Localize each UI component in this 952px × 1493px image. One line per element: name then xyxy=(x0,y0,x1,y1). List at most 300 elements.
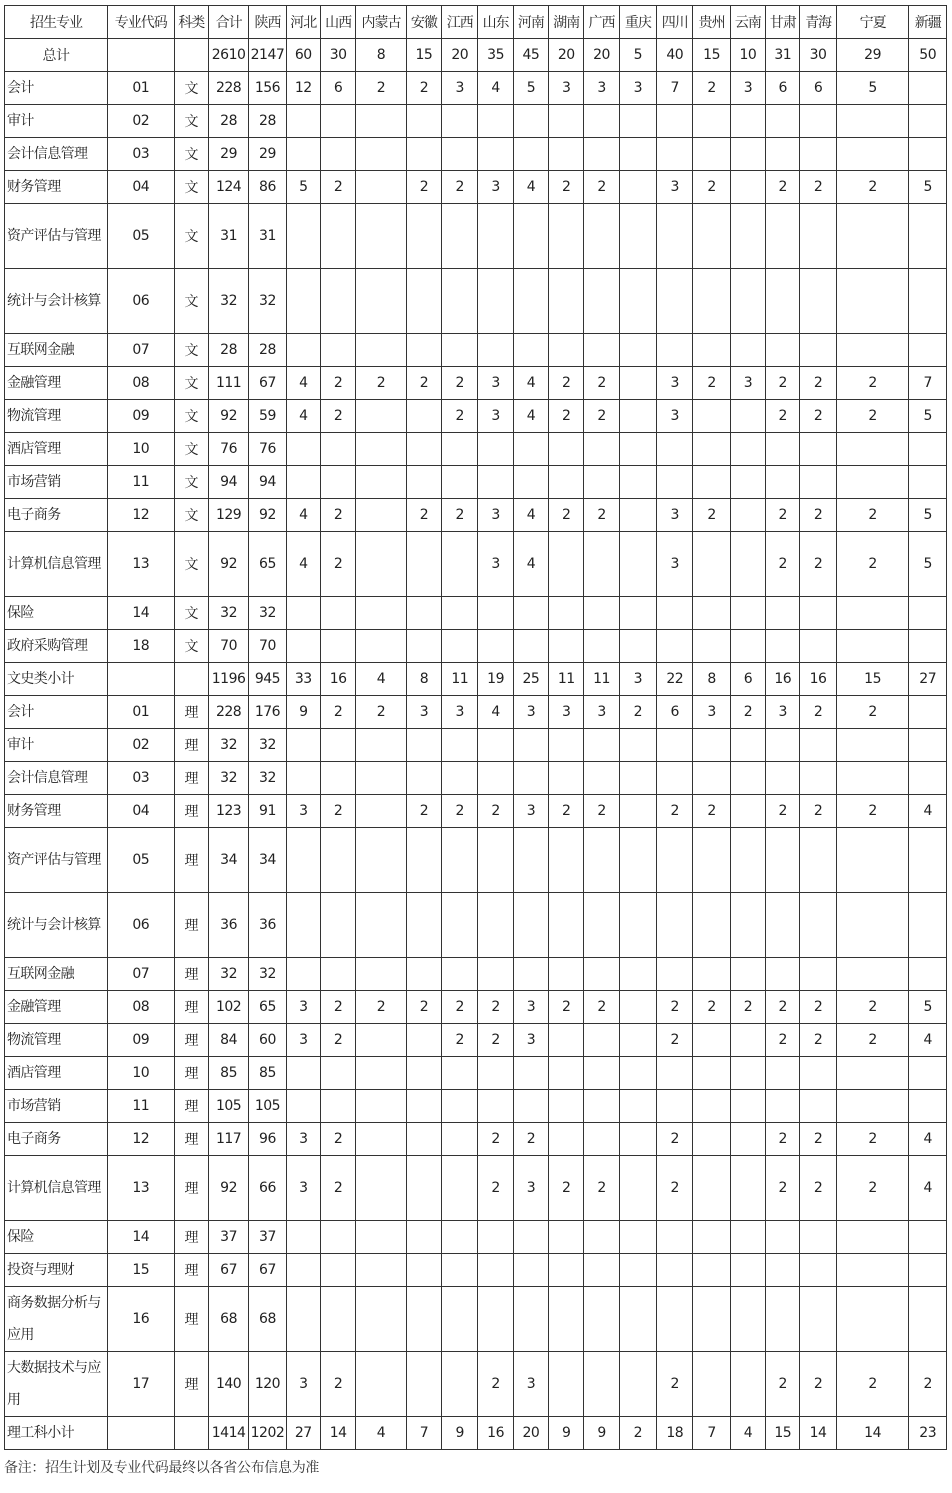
table-cell: 3 xyxy=(619,72,656,105)
table-cell: 2 xyxy=(766,1024,800,1057)
table-cell xyxy=(513,828,548,893)
table-cell: 2 xyxy=(836,400,909,433)
table-cell: 27 xyxy=(909,663,947,696)
table-cell xyxy=(478,334,513,367)
table-cell xyxy=(693,1221,730,1254)
table-cell xyxy=(286,1090,320,1123)
table-cell xyxy=(286,828,320,893)
table-cell xyxy=(730,269,765,334)
table-cell: 2 xyxy=(619,1417,656,1450)
table-cell: 28 xyxy=(249,334,286,367)
table-cell: 14 xyxy=(836,1417,909,1450)
table-cell: 2 xyxy=(619,696,656,729)
major-name-cell: 计算机信息管理 xyxy=(5,1156,108,1221)
table-cell: 4 xyxy=(286,400,320,433)
table-row xyxy=(5,1254,947,1287)
table-cell xyxy=(513,1287,548,1352)
table-cell xyxy=(549,1254,584,1287)
table-cell xyxy=(320,1287,355,1352)
table-cell: 92 xyxy=(249,499,286,532)
table-cell: 14 xyxy=(107,1221,174,1254)
table-cell xyxy=(584,433,619,466)
table-cell xyxy=(730,1156,765,1221)
table-cell xyxy=(909,958,947,991)
table-cell xyxy=(406,1090,441,1123)
table-cell xyxy=(909,597,947,630)
table-cell xyxy=(657,729,693,762)
table-cell: 30 xyxy=(320,39,355,72)
table-cell xyxy=(478,729,513,762)
table-cell xyxy=(406,532,441,597)
table-cell xyxy=(800,729,836,762)
table-cell: 2 xyxy=(766,1156,800,1221)
table-cell: 理 xyxy=(174,1221,208,1254)
table-cell: 2 xyxy=(800,171,836,204)
table-cell: 文 xyxy=(174,334,208,367)
table-cell: 7 xyxy=(657,72,693,105)
table-cell: 2147 xyxy=(249,39,286,72)
table-cell: 45 xyxy=(513,39,548,72)
table-cell: 2 xyxy=(800,696,836,729)
table-cell xyxy=(478,762,513,795)
table-cell xyxy=(766,630,800,663)
table-cell: 2 xyxy=(442,367,478,400)
column-header: 贵州 xyxy=(693,6,730,39)
table-cell xyxy=(657,269,693,334)
table-cell xyxy=(356,171,406,204)
table-cell: 14 xyxy=(800,1417,836,1450)
table-cell: 35 xyxy=(478,39,513,72)
table-cell xyxy=(549,433,584,466)
column-header: 新疆 xyxy=(909,6,947,39)
table-cell: 2 xyxy=(442,1024,478,1057)
table-cell: 7 xyxy=(909,367,947,400)
table-cell xyxy=(730,893,765,958)
table-cell xyxy=(356,762,406,795)
table-cell xyxy=(693,532,730,597)
table-cell: 08 xyxy=(107,367,174,400)
major-name-cell: 物流管理 xyxy=(5,400,108,433)
table-cell: 5 xyxy=(909,532,947,597)
table-cell: 6 xyxy=(766,72,800,105)
table-cell xyxy=(657,597,693,630)
table-cell xyxy=(320,630,355,663)
table-cell xyxy=(730,1090,765,1123)
table-cell xyxy=(693,1254,730,1287)
table-cell xyxy=(730,1287,765,1352)
table-cell xyxy=(549,630,584,663)
table-cell: 91 xyxy=(249,795,286,828)
table-cell: 理 xyxy=(174,828,208,893)
table-row xyxy=(5,171,947,204)
table-cell xyxy=(766,1287,800,1352)
table-cell xyxy=(513,1254,548,1287)
table-cell xyxy=(693,466,730,499)
table-cell xyxy=(356,1352,406,1417)
table-cell: 07 xyxy=(107,334,174,367)
table-cell xyxy=(693,1352,730,1417)
major-name-cell: 电子商务 xyxy=(5,499,108,532)
table-row xyxy=(5,400,947,433)
table-cell xyxy=(406,1352,441,1417)
table-cell: 3 xyxy=(478,400,513,433)
table-cell: 5 xyxy=(286,171,320,204)
table-cell xyxy=(478,433,513,466)
table-cell: 理 xyxy=(174,1156,208,1221)
table-cell xyxy=(693,334,730,367)
table-row xyxy=(5,367,947,400)
table-cell: 10 xyxy=(107,433,174,466)
table-cell: 9 xyxy=(286,696,320,729)
table-cell xyxy=(584,762,619,795)
table-cell: 30 xyxy=(800,39,836,72)
table-cell xyxy=(800,466,836,499)
table-cell: 2 xyxy=(584,499,619,532)
table-cell: 2 xyxy=(549,1156,584,1221)
table-cell: 3 xyxy=(657,499,693,532)
table-cell: 11 xyxy=(442,663,478,696)
table-cell: 01 xyxy=(107,72,174,105)
table-cell xyxy=(657,762,693,795)
major-name-cell: 酒店管理 xyxy=(5,1057,108,1090)
table-cell xyxy=(584,1090,619,1123)
table-cell xyxy=(513,762,548,795)
table-cell: 2 xyxy=(356,367,406,400)
table-cell xyxy=(766,269,800,334)
table-cell xyxy=(730,795,765,828)
table-cell: 3 xyxy=(286,991,320,1024)
table-cell: 6 xyxy=(320,72,355,105)
table-cell xyxy=(478,893,513,958)
table-cell xyxy=(619,991,656,1024)
table-cell xyxy=(766,893,800,958)
table-cell xyxy=(909,696,947,729)
table-cell: 1196 xyxy=(208,663,248,696)
table-cell: 59 xyxy=(249,400,286,433)
major-name-cell: 金融管理 xyxy=(5,991,108,1024)
table-cell xyxy=(584,532,619,597)
table-cell: 10 xyxy=(730,39,765,72)
table-cell: 2 xyxy=(406,499,441,532)
table-cell: 2 xyxy=(478,1123,513,1156)
table-cell xyxy=(909,466,947,499)
table-cell xyxy=(286,958,320,991)
table-cell: 67 xyxy=(208,1254,248,1287)
table-cell xyxy=(800,893,836,958)
table-cell xyxy=(909,1057,947,1090)
table-cell xyxy=(549,958,584,991)
table-cell: 2 xyxy=(584,171,619,204)
table-cell: 2 xyxy=(766,1123,800,1156)
table-cell xyxy=(442,1090,478,1123)
table-cell xyxy=(356,1090,406,1123)
table-cell xyxy=(549,532,584,597)
table-cell: 16 xyxy=(320,663,355,696)
table-cell xyxy=(619,1156,656,1221)
table-cell: 20 xyxy=(549,39,584,72)
table-cell xyxy=(584,1287,619,1352)
table-row xyxy=(5,1221,947,1254)
table-cell: 2 xyxy=(320,696,355,729)
table-cell xyxy=(730,499,765,532)
table-cell: 理 xyxy=(174,795,208,828)
table-cell xyxy=(909,1090,947,1123)
table-cell xyxy=(356,138,406,171)
table-cell xyxy=(800,269,836,334)
table-cell: 28 xyxy=(208,105,248,138)
table-cell xyxy=(730,171,765,204)
table-cell xyxy=(356,630,406,663)
table-cell xyxy=(356,433,406,466)
table-cell: 2 xyxy=(406,171,441,204)
table-cell xyxy=(286,334,320,367)
table-cell xyxy=(766,958,800,991)
table-cell xyxy=(619,1090,656,1123)
table-cell: 3 xyxy=(549,696,584,729)
table-cell: 94 xyxy=(249,466,286,499)
table-cell: 32 xyxy=(208,762,248,795)
table-cell xyxy=(657,433,693,466)
table-cell: 文 xyxy=(174,400,208,433)
table-cell xyxy=(442,334,478,367)
table-cell: 68 xyxy=(249,1287,286,1352)
table-cell xyxy=(442,1057,478,1090)
table-cell xyxy=(478,1057,513,1090)
table-cell xyxy=(619,105,656,138)
table-cell: 2 xyxy=(766,367,800,400)
table-cell: 理 xyxy=(174,696,208,729)
table-cell xyxy=(549,204,584,269)
table-cell xyxy=(406,729,441,762)
table-cell xyxy=(766,1221,800,1254)
table-cell xyxy=(693,1024,730,1057)
table-cell: 25 xyxy=(513,663,548,696)
table-cell xyxy=(584,105,619,138)
table-cell xyxy=(909,729,947,762)
table-cell xyxy=(513,433,548,466)
table-cell xyxy=(584,630,619,663)
table-cell xyxy=(513,597,548,630)
table-cell xyxy=(619,1057,656,1090)
table-cell: 2 xyxy=(730,991,765,1024)
table-cell: 4 xyxy=(909,1024,947,1057)
table-cell: 20 xyxy=(442,39,478,72)
table-cell xyxy=(657,334,693,367)
table-cell: 2 xyxy=(320,171,355,204)
table-cell: 60 xyxy=(286,39,320,72)
column-header: 青海 xyxy=(800,6,836,39)
table-cell xyxy=(800,958,836,991)
table-cell xyxy=(800,433,836,466)
table-cell xyxy=(619,532,656,597)
table-cell: 2 xyxy=(406,795,441,828)
table-cell xyxy=(800,204,836,269)
major-name-cell: 酒店管理 xyxy=(5,433,108,466)
table-cell xyxy=(619,1287,656,1352)
table-cell: 文 xyxy=(174,171,208,204)
table-cell xyxy=(836,1090,909,1123)
table-cell: 2 xyxy=(320,367,355,400)
table-cell xyxy=(836,1057,909,1090)
table-row xyxy=(5,1156,947,1221)
table-cell: 15 xyxy=(693,39,730,72)
table-cell: 2 xyxy=(320,991,355,1024)
column-header: 内蒙古 xyxy=(356,6,406,39)
table-cell: 文 xyxy=(174,466,208,499)
table-cell xyxy=(320,1254,355,1287)
table-cell: 66 xyxy=(249,1156,286,1221)
table-cell: 67 xyxy=(249,1254,286,1287)
table-cell xyxy=(657,466,693,499)
table-cell: 31 xyxy=(208,204,248,269)
major-name-cell: 会计 xyxy=(5,72,108,105)
table-cell xyxy=(513,958,548,991)
table-cell: 2 xyxy=(549,367,584,400)
table-cell: 2 xyxy=(406,991,441,1024)
table-cell: 2 xyxy=(836,1352,909,1417)
table-cell: 文 xyxy=(174,105,208,138)
table-cell xyxy=(549,1287,584,1352)
table-cell xyxy=(549,893,584,958)
table-cell: 07 xyxy=(107,958,174,991)
table-cell: 4 xyxy=(286,367,320,400)
table-cell: 6 xyxy=(800,72,836,105)
table-cell xyxy=(584,729,619,762)
table-cell: 27 xyxy=(286,1417,320,1450)
table-cell: 123 xyxy=(208,795,248,828)
table-cell xyxy=(730,729,765,762)
table-row xyxy=(5,1417,947,1450)
table-cell: 14 xyxy=(320,1417,355,1450)
table-cell xyxy=(693,400,730,433)
table-cell xyxy=(513,334,548,367)
table-cell xyxy=(478,1090,513,1123)
table-cell: 2 xyxy=(766,171,800,204)
table-cell xyxy=(619,958,656,991)
table-cell: 2 xyxy=(584,991,619,1024)
table-cell: 06 xyxy=(107,269,174,334)
table-cell xyxy=(693,958,730,991)
table-cell: 2 xyxy=(909,1352,947,1417)
table-cell xyxy=(584,597,619,630)
table-cell xyxy=(657,893,693,958)
table-cell: 31 xyxy=(249,204,286,269)
table-cell: 2 xyxy=(478,991,513,1024)
table-cell xyxy=(356,400,406,433)
table-cell: 2 xyxy=(442,499,478,532)
table-cell: 29 xyxy=(836,39,909,72)
table-cell xyxy=(442,105,478,138)
table-cell: 9 xyxy=(584,1417,619,1450)
major-name-cell: 保险 xyxy=(5,1221,108,1254)
table-cell: 2 xyxy=(442,400,478,433)
table-cell: 2 xyxy=(549,499,584,532)
table-cell: 19 xyxy=(478,663,513,696)
table-cell xyxy=(549,334,584,367)
table-cell: 02 xyxy=(107,105,174,138)
table-row xyxy=(5,597,947,630)
table-cell: 13 xyxy=(107,1156,174,1221)
table-cell xyxy=(286,138,320,171)
table-cell: 20 xyxy=(584,39,619,72)
table-cell: 32 xyxy=(208,958,248,991)
table-cell xyxy=(619,1221,656,1254)
table-cell: 8 xyxy=(406,663,441,696)
table-cell: 50 xyxy=(909,39,947,72)
table-cell xyxy=(442,1123,478,1156)
table-cell: 2 xyxy=(836,499,909,532)
table-cell: 3 xyxy=(693,696,730,729)
table-cell: 09 xyxy=(107,400,174,433)
table-cell: 4 xyxy=(513,532,548,597)
table-cell xyxy=(657,1254,693,1287)
table-cell: 4 xyxy=(478,72,513,105)
table-row xyxy=(5,1024,947,1057)
table-row xyxy=(5,1287,947,1352)
table-cell xyxy=(800,138,836,171)
table-cell: 10 xyxy=(107,1057,174,1090)
table-cell xyxy=(406,597,441,630)
table-cell xyxy=(320,729,355,762)
table-cell: 3 xyxy=(513,1352,548,1417)
table-cell: 2 xyxy=(356,696,406,729)
table-cell xyxy=(356,334,406,367)
table-cell: 3 xyxy=(286,1024,320,1057)
table-cell xyxy=(356,1123,406,1156)
table-cell xyxy=(657,1287,693,1352)
major-name-cell: 保险 xyxy=(5,597,108,630)
table-cell xyxy=(356,1024,406,1057)
table-cell: 2 xyxy=(442,171,478,204)
table-cell: 06 xyxy=(107,893,174,958)
table-cell xyxy=(657,828,693,893)
table-cell: 32 xyxy=(208,269,248,334)
table-cell: 2 xyxy=(406,72,441,105)
column-header: 重庆 xyxy=(619,6,656,39)
table-cell: 文 xyxy=(174,269,208,334)
table-cell xyxy=(549,1090,584,1123)
table-cell: 92 xyxy=(208,1156,248,1221)
table-cell xyxy=(442,1221,478,1254)
table-cell xyxy=(766,105,800,138)
column-header: 陕西 xyxy=(249,6,286,39)
table-cell: 15 xyxy=(836,663,909,696)
table-cell xyxy=(320,1090,355,1123)
table-cell xyxy=(320,105,355,138)
table-cell: 68 xyxy=(208,1287,248,1352)
table-cell xyxy=(513,466,548,499)
major-name-cell: 投资与理财 xyxy=(5,1254,108,1287)
table-cell: 15 xyxy=(406,39,441,72)
table-cell xyxy=(320,762,355,795)
table-cell xyxy=(693,828,730,893)
table-cell xyxy=(693,1287,730,1352)
table-row xyxy=(5,1352,947,1417)
table-cell: 3 xyxy=(286,1352,320,1417)
table-cell xyxy=(356,729,406,762)
table-cell xyxy=(356,269,406,334)
table-cell xyxy=(730,597,765,630)
table-cell xyxy=(836,1287,909,1352)
table-cell xyxy=(836,958,909,991)
table-cell xyxy=(619,630,656,663)
table-row xyxy=(5,663,947,696)
table-cell xyxy=(766,1057,800,1090)
table-cell: 文 xyxy=(174,72,208,105)
table-cell xyxy=(406,269,441,334)
table-cell: 15 xyxy=(766,1417,800,1450)
table-cell: 2 xyxy=(320,1352,355,1417)
